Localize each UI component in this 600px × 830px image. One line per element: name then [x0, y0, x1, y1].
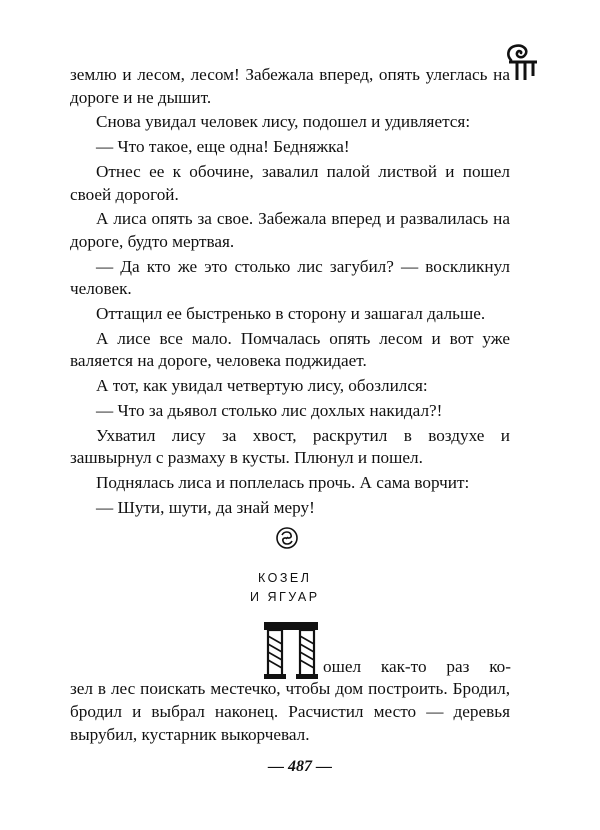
paragraph: Поднялась лиса и поплелась прочь. А сама ворчит: — [96, 472, 470, 492]
paragraph: Ухватил лису за хвост, раскрутил в воздухе и зашвырнул с размаху в кусты. Плюнул и пошел. — [70, 425, 510, 468]
dialog-line: — Что за дьявол столько лис дохлых накидал?! — [96, 400, 443, 420]
dialog-line: — Да кто же это столько лис загубил? — воскликнул человек. — [70, 256, 510, 299]
dialog-line: — Что такое, еще одна! Бедняжка! — [96, 137, 350, 157]
story-title-line: И ЯГУАР — [250, 590, 320, 604]
drop-cap-letter — [262, 620, 320, 680]
story-title — [240, 569, 380, 607]
corner-swirl-ornament — [505, 42, 541, 82]
paragraph: А тот, как увидал четвертую лису, обозлился: — [96, 376, 428, 396]
fox-story-text — [70, 64, 510, 521]
story-first-line: ошел как-то раз ко- — [323, 657, 511, 676]
goat-story-text — [70, 678, 510, 746]
paragraph: Оттащил ее быстренько в сторону и зашагал дальше. — [96, 304, 486, 324]
rosette-divider-ornament — [275, 526, 299, 550]
page-number: — 487 — — [268, 758, 332, 775]
paragraph: Отнес ее к обочине, завалил палой листвой и пошел своей дорогой. — [70, 161, 510, 204]
paragraph: А лиса опять за свое. Забежала вперед и развалилась на дороге, будто мертвая. — [70, 209, 510, 251]
story-title-line: КОЗЕЛ — [258, 571, 312, 585]
paragraph: Снова увидал человек лису, подошел и удивляется: — [96, 112, 471, 132]
dialog-line: — Шути, шути, да знай меру! — [96, 497, 315, 517]
paragraph: землю и лесом, лесом! Забежала вперед, опять улеглась на дороге и не дышит. — [70, 65, 510, 107]
paragraph: зел в лес поискать местечко, чтобы дом построить. Бродил, бродил и выбрал наконец. Расчистил место — деревья вырубил, кустарник выкорчевал. — [70, 679, 510, 744]
paragraph: А лисе все мало. Помчалась опять лесом и вот уже валяется на дороге, человека поджидает. — [70, 328, 510, 371]
